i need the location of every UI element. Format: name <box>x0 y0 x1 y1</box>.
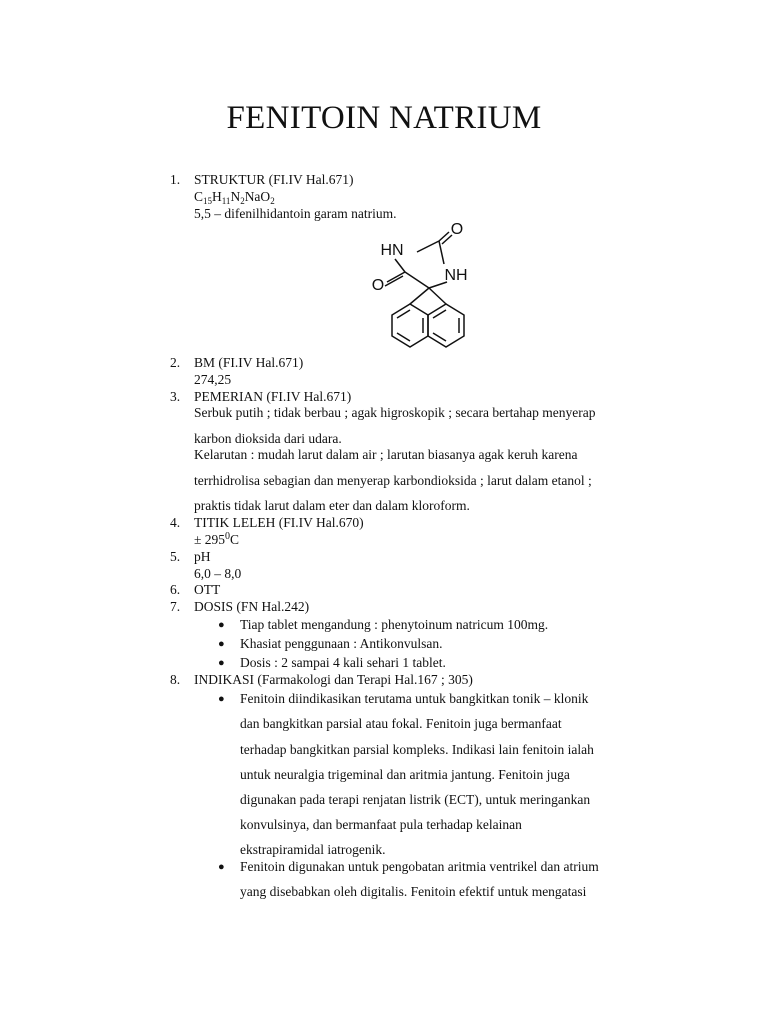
item-number: 7. <box>170 599 181 614</box>
atom-label-nh: NH <box>444 267 468 284</box>
indikasi-line: dan bangkitkan parsial atau fokal. Fenitoin juga bermanfaat <box>240 716 562 731</box>
item-number: 1. <box>170 172 181 187</box>
bm-value: 274,25 <box>194 372 232 387</box>
bullet-icon: ● <box>218 861 225 873</box>
indikasi-line: Fenitoin digunakan untuk pengobatan aritmia ventrikel dan atrium <box>240 859 599 874</box>
dosis-bullet: Dosis : 2 sampai 4 kali sehari 1 tablet. <box>240 655 446 670</box>
bullet-icon: ● <box>218 619 225 631</box>
section-heading-ott: OTT <box>194 582 221 597</box>
indikasi-line: digunakan pada terapi renjatan listrik (ECT), untuk meringankan <box>240 792 591 807</box>
section-heading-pemerian: PEMERIAN (FI.IV Hal.671) <box>194 389 352 404</box>
dosis-bullet: Khasiat penggunaan : Antikonvulsan. <box>240 636 443 651</box>
item-number: 3. <box>170 389 181 404</box>
indikasi-line: ekstrapiramidal iatrogenik. <box>240 842 386 857</box>
item-number: 2. <box>170 355 181 370</box>
indikasi-line: yang disebabkan oleh digitalis. Fenitoin efektif untuk mengatasi <box>240 884 587 899</box>
molecular-formula: $C_{15}H_{11}N_2NaO_2$ <box>194 189 275 206</box>
indikasi-line: terhadap bangkitkan parsial kompleks. Indikasi lain fenitoin ialah <box>240 742 594 757</box>
section-heading-struktur: STRUKTUR (FI.IV Hal.671) <box>194 172 354 187</box>
indikasi-line: Fenitoin diindikasikan terutama untuk bangkitkan tonik – klonik <box>240 691 589 706</box>
atom-label-hn: HN <box>380 242 404 259</box>
item-number: 5. <box>170 549 181 564</box>
pemerian-line: praktis tidak larut dalam eter dan dalam kloroform. <box>194 498 470 513</box>
atom-label-o-top: O <box>450 221 464 238</box>
section-heading-dosis: DOSIS (FN Hal.242) <box>194 599 310 614</box>
melting-point-value: ± $295^0C$ <box>194 531 240 547</box>
document-title: FENITOIN NATRIUM <box>226 100 542 136</box>
indikasi-line: konvulsinya, dan bermanfaat pula terhadap kelainan <box>240 817 522 832</box>
pemerian-line: Kelarutan : mudah larut dalam air ; larutan biasanya agak keruh karena <box>194 447 578 462</box>
indikasi-line: untuk neuralgia trigeminal dan aritmia jantung. Fenitoin juga <box>240 767 570 782</box>
chemical-name: 5,5 – difenilhidantoin garam natrium. <box>194 206 397 221</box>
item-number: 8. <box>170 672 181 687</box>
bullet-icon: ● <box>218 638 225 650</box>
ph-value: 6,0 – 8,0 <box>194 566 242 581</box>
bullet-icon: ● <box>218 657 225 669</box>
pemerian-line: Serbuk putih ; tidak berbau ; agak higroskopik ; secara bertahap menyerap <box>194 405 596 420</box>
section-heading-bm: BM (FI.IV Hal.671) <box>194 355 304 370</box>
section-heading-titik-leleh: TITIK LELEH (FI.IV Hal.670) <box>194 515 364 530</box>
section-heading-indikasi: INDIKASI (Farmakologi dan Terapi Hal.167 ; 305) <box>194 672 473 687</box>
item-number: 4. <box>170 515 181 530</box>
structure-diagram <box>350 212 500 358</box>
pemerian-line: terrhidrolisa sebagian dan menyerap karbondioksida ; larut dalam etanol ; <box>194 473 592 488</box>
item-number: 6. <box>170 582 181 597</box>
pemerian-line: karbon dioksida dari udara. <box>194 431 342 446</box>
atom-label-o-left: O <box>371 277 385 294</box>
bullet-icon: ● <box>218 693 225 705</box>
dosis-bullet: Tiap tablet mengandung : phenytoinum natricum 100mg. <box>240 617 549 632</box>
section-heading-ph: pH <box>194 549 211 564</box>
